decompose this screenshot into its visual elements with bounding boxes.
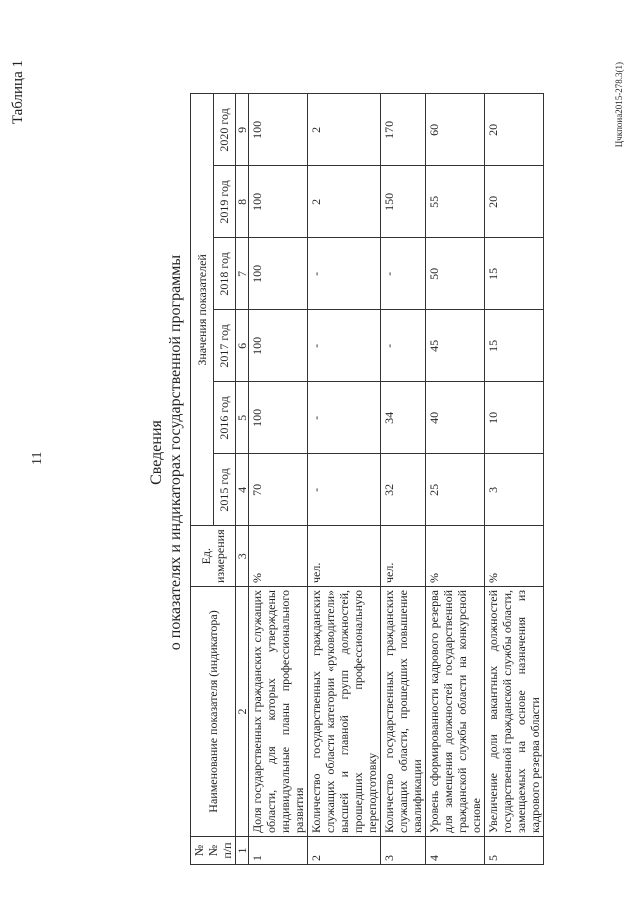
row-value: 100: [249, 166, 308, 238]
table-row: [381, 94, 426, 865]
document-title: Сведения: [148, 420, 165, 485]
row-value: 32: [381, 454, 426, 526]
row-name: Количество государственных гражданских служащих области категории «руководители» высшей и главной групп должностей, прошедших профессиональную переподготовку: [308, 587, 381, 837]
header-num: №№ п/п: [191, 837, 236, 865]
row-value: 2: [308, 94, 381, 166]
row-num: 1: [249, 837, 308, 865]
row-value: 55: [426, 166, 485, 238]
row-value: 34: [381, 382, 426, 454]
row-name: Увеличение доли вакантных должностей государственной гражданской службы области, замещаемых на основе назначения из кадрового резерва области: [485, 587, 544, 837]
column-number: 2: [236, 587, 249, 837]
row-unit: %: [485, 526, 544, 587]
row-num: 5: [485, 837, 544, 865]
page-number: 11: [30, 451, 45, 465]
header-year: 2015 год: [213, 454, 236, 526]
row-value: 3: [485, 454, 544, 526]
row-num: 3: [381, 837, 426, 865]
row-value: -: [308, 310, 381, 382]
row-value: 50: [426, 238, 485, 310]
table-row: [249, 94, 308, 865]
row-value: 15: [485, 310, 544, 382]
indicators-table: [190, 93, 544, 865]
column-number: 7: [236, 238, 249, 310]
table-label: Таблица 1: [10, 60, 26, 125]
row-value: -: [308, 382, 381, 454]
header-year: 2019 год: [213, 166, 236, 238]
row-value: 100: [249, 238, 308, 310]
row-name: Доля государственных гражданских служащих области, для которых утверждены индивидуальные планы профессионального развития: [249, 587, 308, 837]
column-number: 9: [236, 94, 249, 166]
row-unit: %: [426, 526, 485, 587]
column-number: 5: [236, 382, 249, 454]
row-value: -: [381, 310, 426, 382]
row-value: 10: [485, 382, 544, 454]
row-value: 100: [249, 382, 308, 454]
document-subtitle: о показателях и индикаторах государственной программы: [167, 254, 184, 651]
row-unit: чел.: [308, 526, 381, 587]
row-value: 60: [426, 94, 485, 166]
file-reference: Цчкпоиа2015-278.3(1): [614, 62, 624, 148]
row-value: 40: [426, 382, 485, 454]
row-value: -: [308, 238, 381, 310]
header-year: 2017 год: [213, 310, 236, 382]
table-row: [485, 94, 544, 865]
row-value: -: [308, 454, 381, 526]
column-number: 3: [236, 526, 249, 587]
row-value: -: [381, 238, 426, 310]
row-name: Количество государственных гражданских служащих области, прошедших повышение квалификации: [381, 587, 426, 837]
column-number: 4: [236, 454, 249, 526]
column-number: 6: [236, 310, 249, 382]
header-year: 2020 год: [213, 94, 236, 166]
row-num: 2: [308, 837, 381, 865]
row-value: 100: [249, 310, 308, 382]
column-number: 1: [236, 837, 249, 865]
header-values-group: Значения показателей: [191, 94, 214, 526]
row-value: 100: [249, 94, 308, 166]
row-name: Уровень сформированности кадрового резерва для замещения должностей государственной гражданской службы области на конкурсной основе: [426, 587, 485, 837]
header-year: 2016 год: [213, 382, 236, 454]
table-row: [308, 94, 381, 865]
row-value: 15: [485, 238, 544, 310]
header-year: 2018 год: [213, 238, 236, 310]
row-unit: чел.: [381, 526, 426, 587]
row-unit: %: [249, 526, 308, 587]
row-value: 20: [485, 94, 544, 166]
row-value: 150: [381, 166, 426, 238]
row-num: 4: [426, 837, 485, 865]
row-value: 2: [308, 166, 381, 238]
row-value: 170: [381, 94, 426, 166]
row-value: 25: [426, 454, 485, 526]
row-value: 20: [485, 166, 544, 238]
row-value: 45: [426, 310, 485, 382]
table-row: [426, 94, 485, 865]
row-value: 70: [249, 454, 308, 526]
header-unit: Ед. измерения: [191, 526, 236, 587]
column-number: 8: [236, 166, 249, 238]
header-name: Наименование показателя (индикатора): [191, 587, 236, 837]
